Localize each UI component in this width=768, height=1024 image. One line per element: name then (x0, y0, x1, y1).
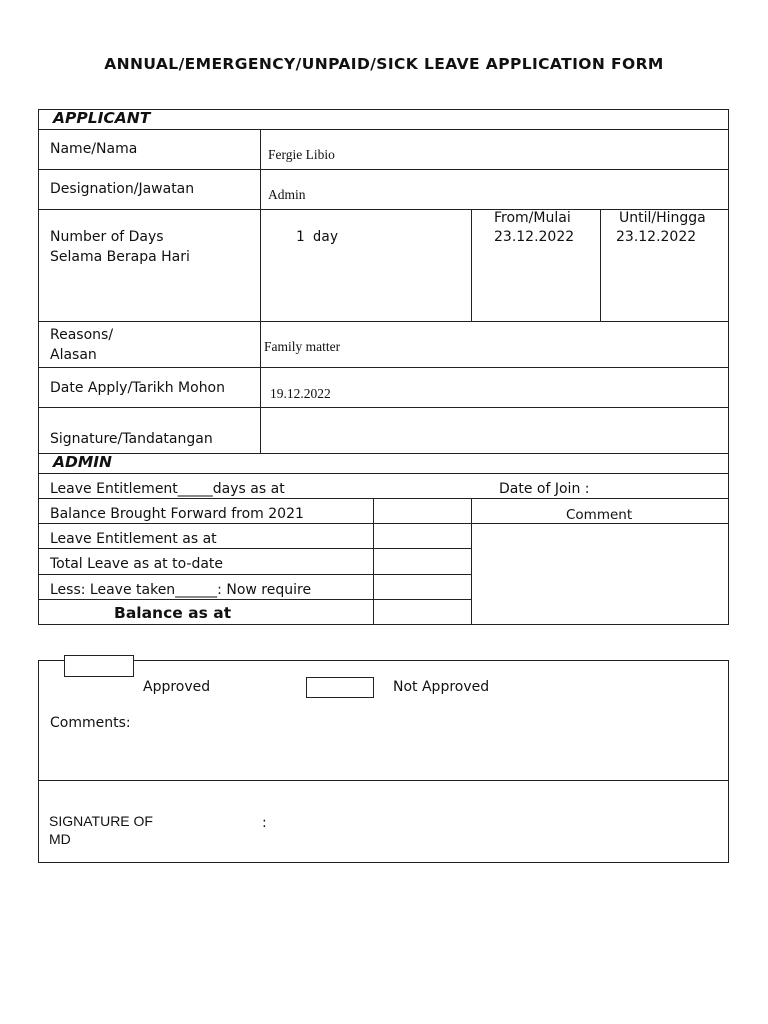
divider (471, 209, 472, 321)
divider (38, 473, 729, 474)
divider (260, 129, 261, 453)
balance-brought-forward-label: Balance Brought Forward from 2021 (50, 506, 304, 522)
divider (38, 129, 729, 130)
divider (38, 407, 729, 408)
signature-md-label-line2: MD (49, 831, 71, 847)
divider (600, 209, 601, 321)
divider (38, 453, 729, 454)
reasons-label: Reasons/ (50, 327, 114, 343)
signature-label: Signature/Tandatangan (50, 431, 213, 447)
divider (38, 169, 729, 170)
leave-entitlement-label: Leave Entitlement_____days as at (50, 481, 285, 497)
leave-entitlement-as-at-label: Leave Entitlement as at (50, 531, 217, 547)
form-title: ANNUAL/EMERGENCY/UNPAID/SICK LEAVE APPLICATION FORM (104, 55, 664, 73)
comment-header: Comment (566, 507, 633, 523)
divider (38, 780, 729, 781)
until-label: Until/Hingga (619, 210, 706, 226)
not-approved-label: Not Approved (393, 679, 490, 695)
date-of-join-label: Date of Join : (499, 481, 590, 497)
reasons-label-malay: Alasan (50, 347, 97, 363)
balance-as-at-label: Balance as at (114, 604, 232, 622)
from-date-value[interactable]: 23.12.2022 (494, 229, 575, 245)
comments-label: Comments: (50, 715, 131, 731)
date-apply-value[interactable]: 19.12.2022 (270, 386, 331, 401)
signature-field[interactable] (262, 409, 727, 452)
signature-md-label: SIGNATURE OF (49, 813, 153, 829)
approved-checkbox[interactable] (64, 655, 134, 677)
designation-value[interactable]: Admin (268, 187, 306, 202)
approved-label: Approved (143, 679, 211, 695)
signature-md-colon: : (262, 815, 267, 831)
designation-label: Designation/Jawatan (50, 181, 195, 197)
divider (471, 498, 472, 625)
date-apply-label: Date Apply/Tarikh Mohon (50, 380, 225, 396)
approval-box (38, 660, 729, 863)
number-of-days-label: Number of Days (50, 229, 164, 245)
total-leave-label: Total Leave as at to-date (50, 556, 224, 572)
from-label: From/Mulai (494, 210, 571, 226)
reasons-value[interactable]: Family matter (264, 339, 341, 354)
days-value[interactable]: 1 day (296, 229, 339, 245)
until-date-value[interactable]: 23.12.2022 (616, 229, 697, 245)
name-label: Name/Nama (50, 141, 138, 157)
less-leave-taken-label: Less: Leave taken______: Now require (50, 582, 312, 598)
not-approved-checkbox[interactable] (306, 677, 374, 698)
number-of-days-label-malay: Selama Berapa Hari (50, 249, 190, 265)
divider (38, 321, 729, 322)
divider (38, 574, 472, 575)
admin-section-label: ADMIN (53, 453, 113, 471)
applicant-section-label: APPLICANT (53, 109, 151, 127)
name-value[interactable]: Fergie Libio (268, 147, 335, 162)
divider (373, 498, 374, 625)
divider (38, 367, 729, 368)
